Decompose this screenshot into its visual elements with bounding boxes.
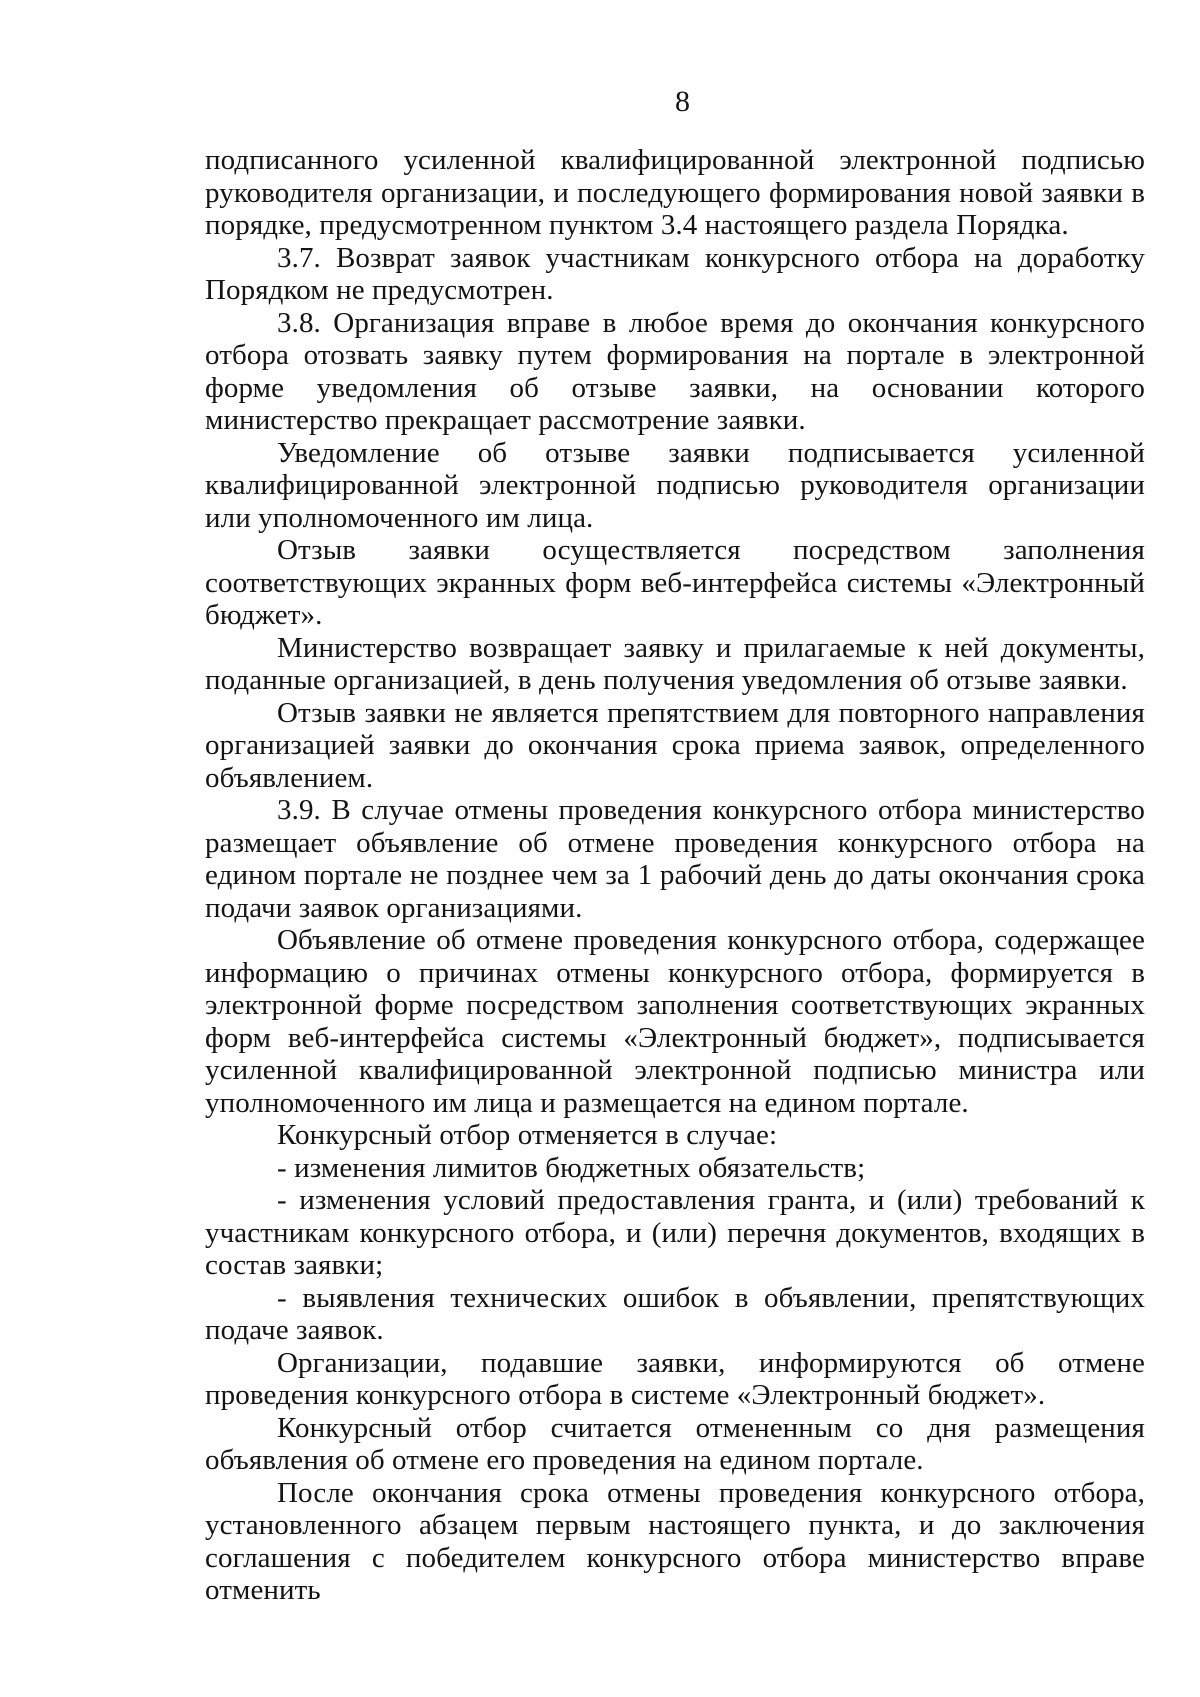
paragraph-resubmission: Отзыв заявки не является препятствием для повторного направления организацией заявки до окончания срока приема заявок, определенного объявлением.	[205, 696, 1145, 794]
list-item-grant-conditions: - изменения условий предоставления гранта, и (или) требований к участникам конкурсного отбора, и (или) перечня документов, входящих в состав заявки;	[205, 1184, 1145, 1281]
list-item-budget-limits: - изменения лимитов бюджетных обязательств;	[277, 1151, 866, 1184]
paragraph-after-deadline: После окончания срока отмены проведения конкурсного отбора, установленного абзацем первым настоящего пункта, и до заключения соглашения с победителем конкурсного отбора министерство вправе отменить	[205, 1476, 1145, 1606]
document-body	[205, 144, 1145, 1607]
paragraph-withdrawal-method: Отзыв заявки осуществляется посредством заполнения соответствующих экранных форм веб-интерфейса системы «Электронный бюджет».	[205, 534, 1145, 631]
paragraph-withdrawal-notice-signing: Уведомление об отзыве заявки подписывается усиленной квалифицированной электронной подписью руководителя организации или уполномоченного им лица.	[205, 436, 1145, 534]
paragraph-return-documents: Министерство возвращает заявку и прилагаемые к ней документы, поданные организацией, в день получения уведомления об отзыве заявки.	[205, 631, 1145, 696]
paragraph-cancellation-cases: Конкурсный отбор отменяется в случае:	[277, 1119, 778, 1151]
paragraph-3-9: 3.9. В случае отмены проведения конкурсного отбора министерство размещает объявление об отмене проведения конкурсного отбора на едином портале не позднее чем за 1 рабочий день до даты окончания срока подачи заявок организациями.	[205, 794, 1145, 924]
paragraph-organizations-informed: Организации, подавшие заявки, информируются об отмене проведения конкурсного отбора в системе «Электронный бюджет».	[205, 1346, 1145, 1411]
paragraph-cancellation-announcement: Объявление об отмене проведения конкурсного отбора, содержащее информацию о причинах отмены конкурсного отбора, формируется в электронной форме посредством заполнения соответствующих экранных форм веб-интерфейса системы «Электронный бюджет», подписывается усиленной квалифицированной электронной подписью министра или уполномоченного им лица и размещается на едином портале.	[205, 924, 1145, 1119]
paragraph-cancellation-effective: Конкурсный отбор считается отмененным со дня размещения объявления об отмене его проведения на едином портале.	[205, 1411, 1145, 1476]
list-item-technical-errors: - выявления технических ошибок в объявлении, препятствующих подаче заявок.	[205, 1281, 1145, 1346]
paragraph-3-8: 3.8. Организация вправе в любое время до окончания конкурсного отбора отозвать заявку путем формирования на портале в электронной форме уведомления об отзыве заявки, на основании которого министерство прекращает рассмотрение заявки.	[205, 306, 1145, 436]
paragraph-continuation: подписанного усиленной квалифицированной электронной подписью руководителя организации, и последующего формирования новой заявки в порядке, предусмотренном пунктом 3.4 настоящего раздела Порядка.	[205, 144, 1145, 241]
paragraph-3-7: 3.7. Возврат заявок участникам конкурсного отбора на доработку Порядком не предусмотрен.	[205, 241, 1145, 306]
page-number: 8	[675, 85, 690, 118]
